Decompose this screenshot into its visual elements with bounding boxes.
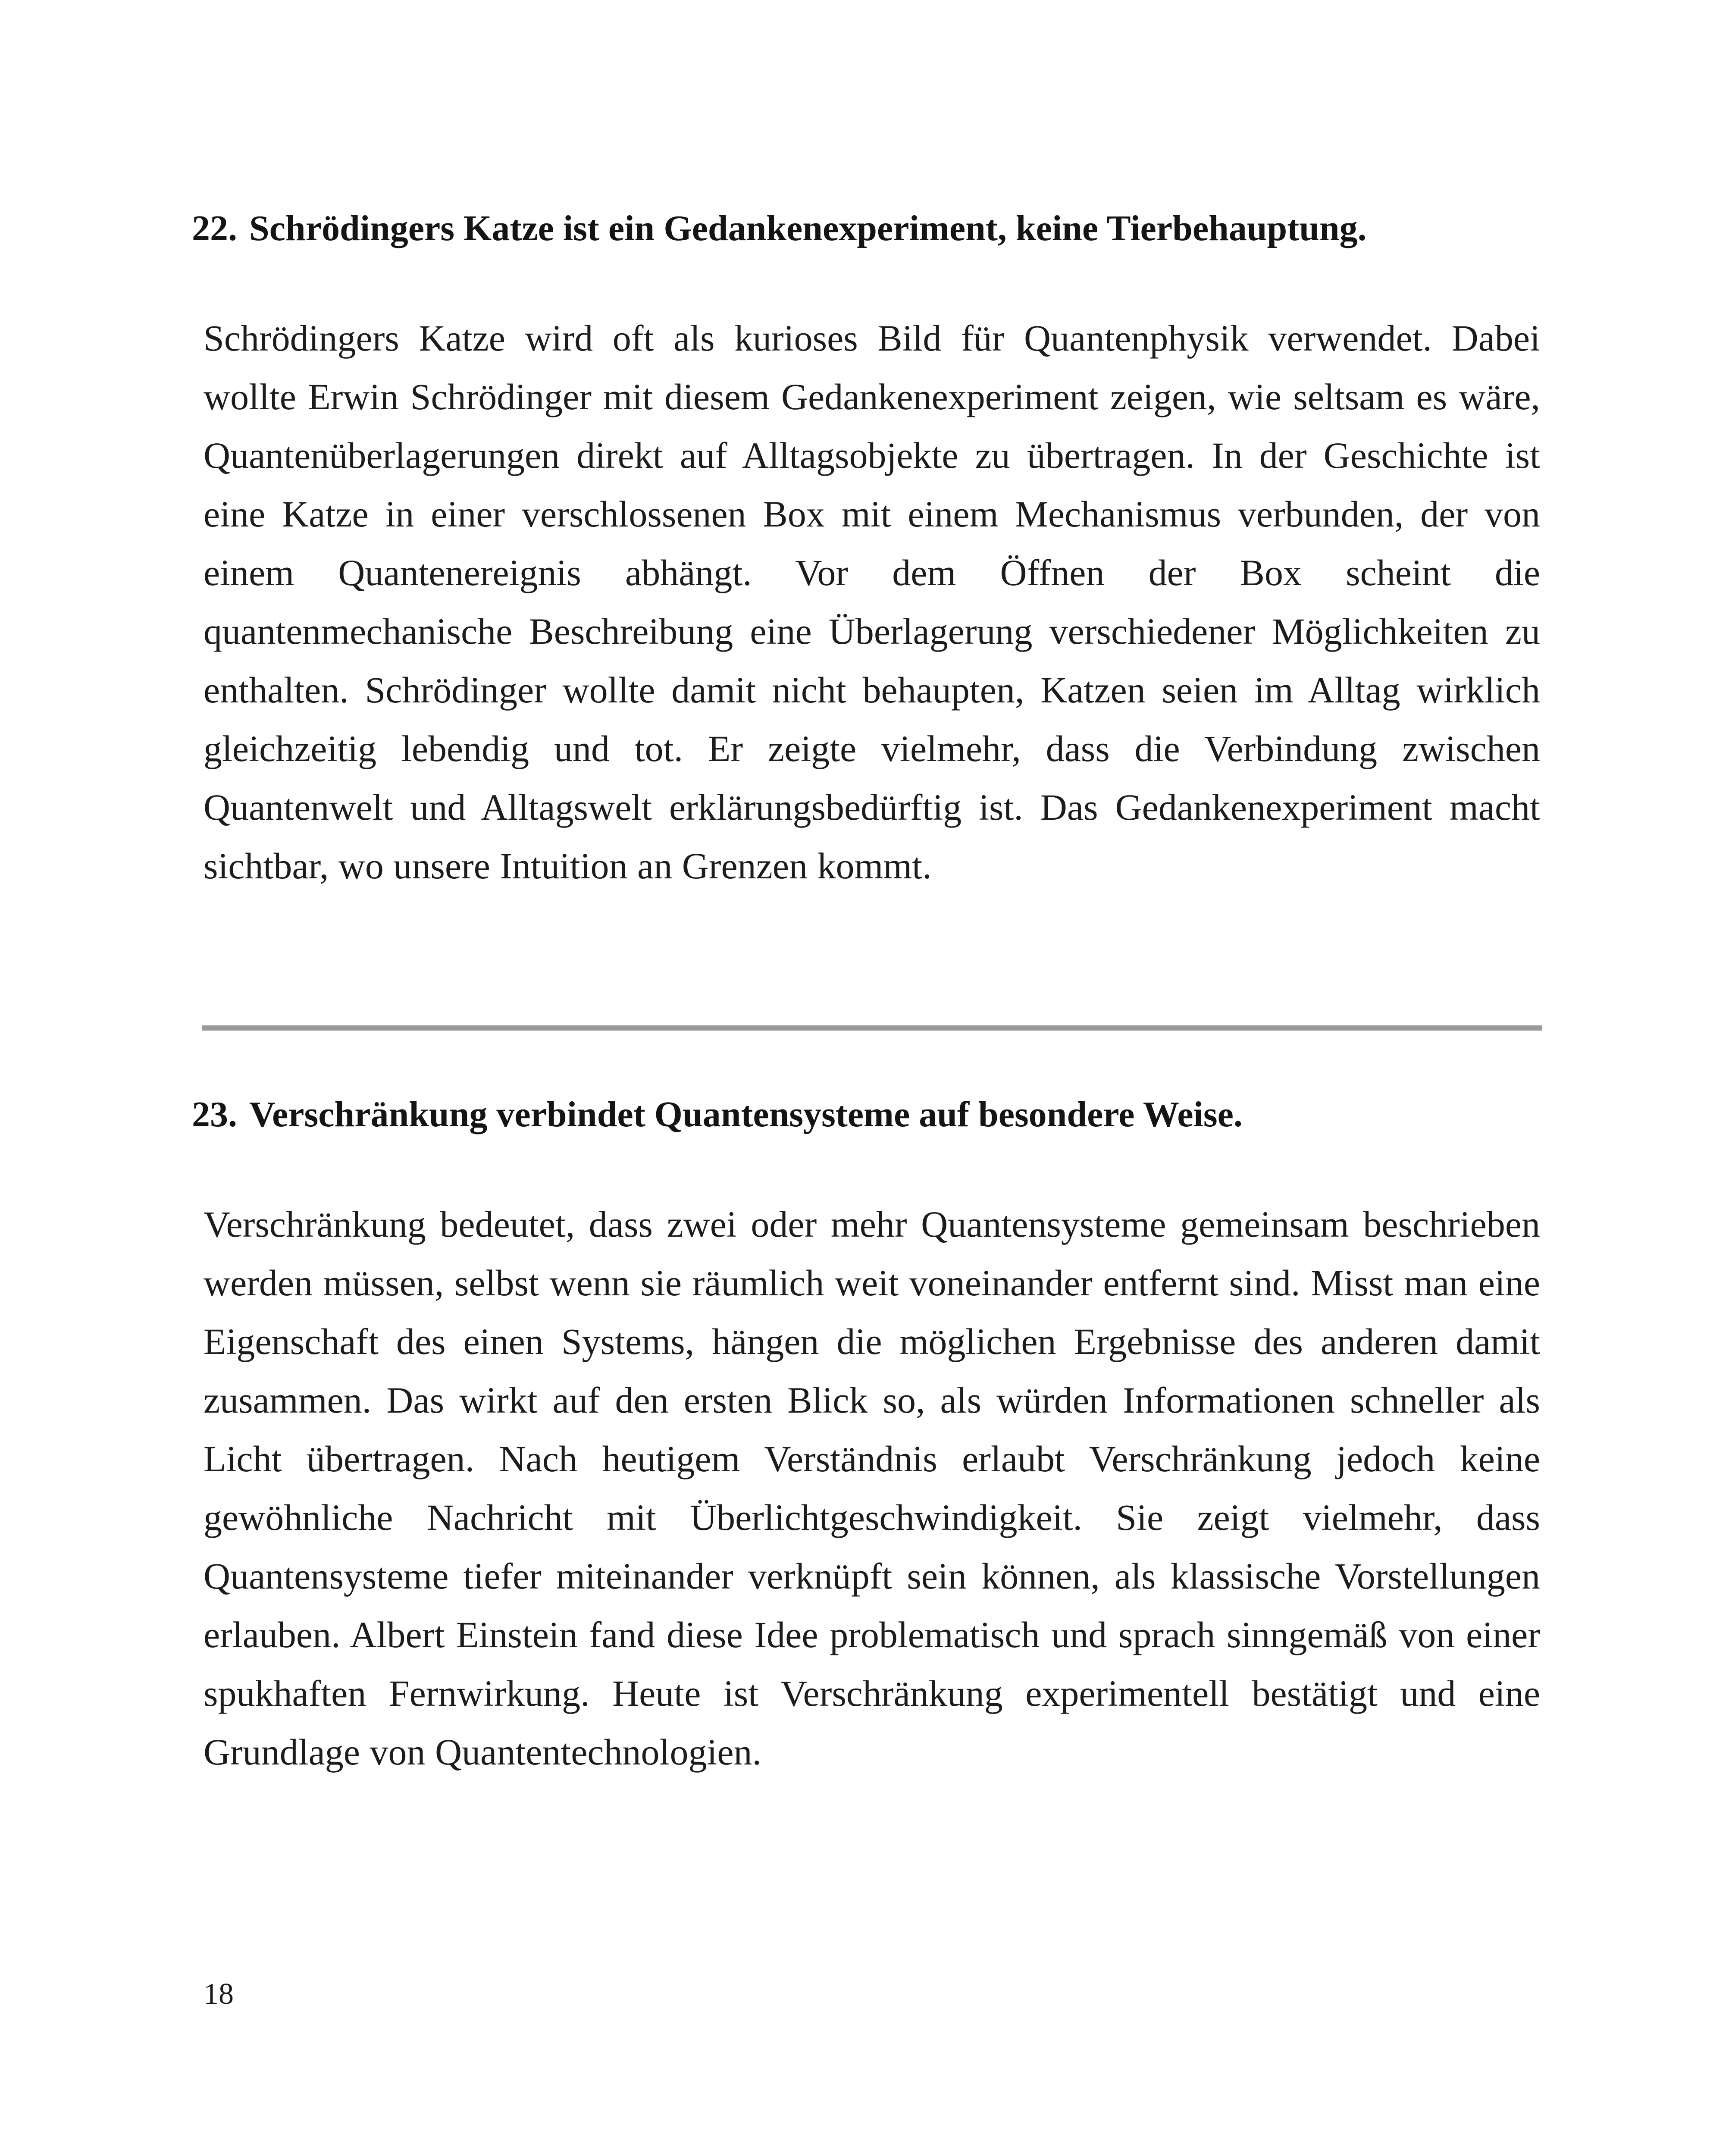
section-divider (202, 1025, 1542, 1031)
section-body-22: Schrödingers Katze wird oft als kurioses Bild für Quantenphysik verwendet. Dabei wollte Erwin Schrödinger mit diesem Gedankenexperiment zeigen, wie seltsam es wäre, Quantenüberlagerungen direkt auf Alltagsobjekte zu übertragen. In der Geschichte ist eine Katze in einer verschlossenen Box mit einem Mechanismus verbunden, der von einem Quantenereignis abhängt. Vor dem Öffnen der Box scheint die quantenmechanische Beschreibung eine Überlagerung verschiedener Möglichkeiten zu enthalten. Schrödinger wollte damit nicht behaupten, Katzen seien im Alltag wirklich gleichzeitig lebendig und tot. Er zeigte vielmehr, dass die Verbindung zwischen Quantenwelt und Alltagswelt erklärungsbedürftig ist. Das Gedankenexperiment macht sichtbar, wo unsere Intuition an Grenzen kommt. (204, 317, 1540, 887)
section-heading-22 (192, 205, 1546, 252)
section-title: Schrödingers Katze ist ein Gedankenexperiment, keine Tierbehauptung. (249, 208, 1367, 248)
section-number: 22. (192, 208, 237, 248)
section-body-23: Verschränkung bedeutet, dass zwei oder mehr Quantensysteme gemeinsam beschrieben werden müssen, selbst wenn sie räumlich weit voneinander entfernt sind. Misst man eine Eigenschaft des einen Systems, hängen die möglichen Ergebnisse des anderen damit zusammen. Das wirkt auf den ersten Blick so, als würden Informationen schneller als Licht übertragen. Nach heutigem Verständnis erlaubt Verschränkung jedoch keine gewöhnliche Nachricht mit Überlichtgeschwindigkeit. Sie zeigt vielmehr, dass Quantensysteme tiefer miteinander verknüpft sein können, als klassische Vorstellungen erlauben. Albert Einstein fand diese Idee problematisch und sprach sinngemäß von einer spukhaften Fernwirkung. Heute ist Verschränkung experimentell bestätigt und eine Grundlage von Quantentechnologien. (204, 1203, 1540, 1773)
section-heading-23 (192, 1091, 1546, 1138)
section-title: Verschränkung verbindet Quantensysteme auf besondere Weise. (249, 1094, 1243, 1134)
page-number: 18 (204, 1977, 234, 2011)
section-number: 23. (192, 1094, 237, 1134)
